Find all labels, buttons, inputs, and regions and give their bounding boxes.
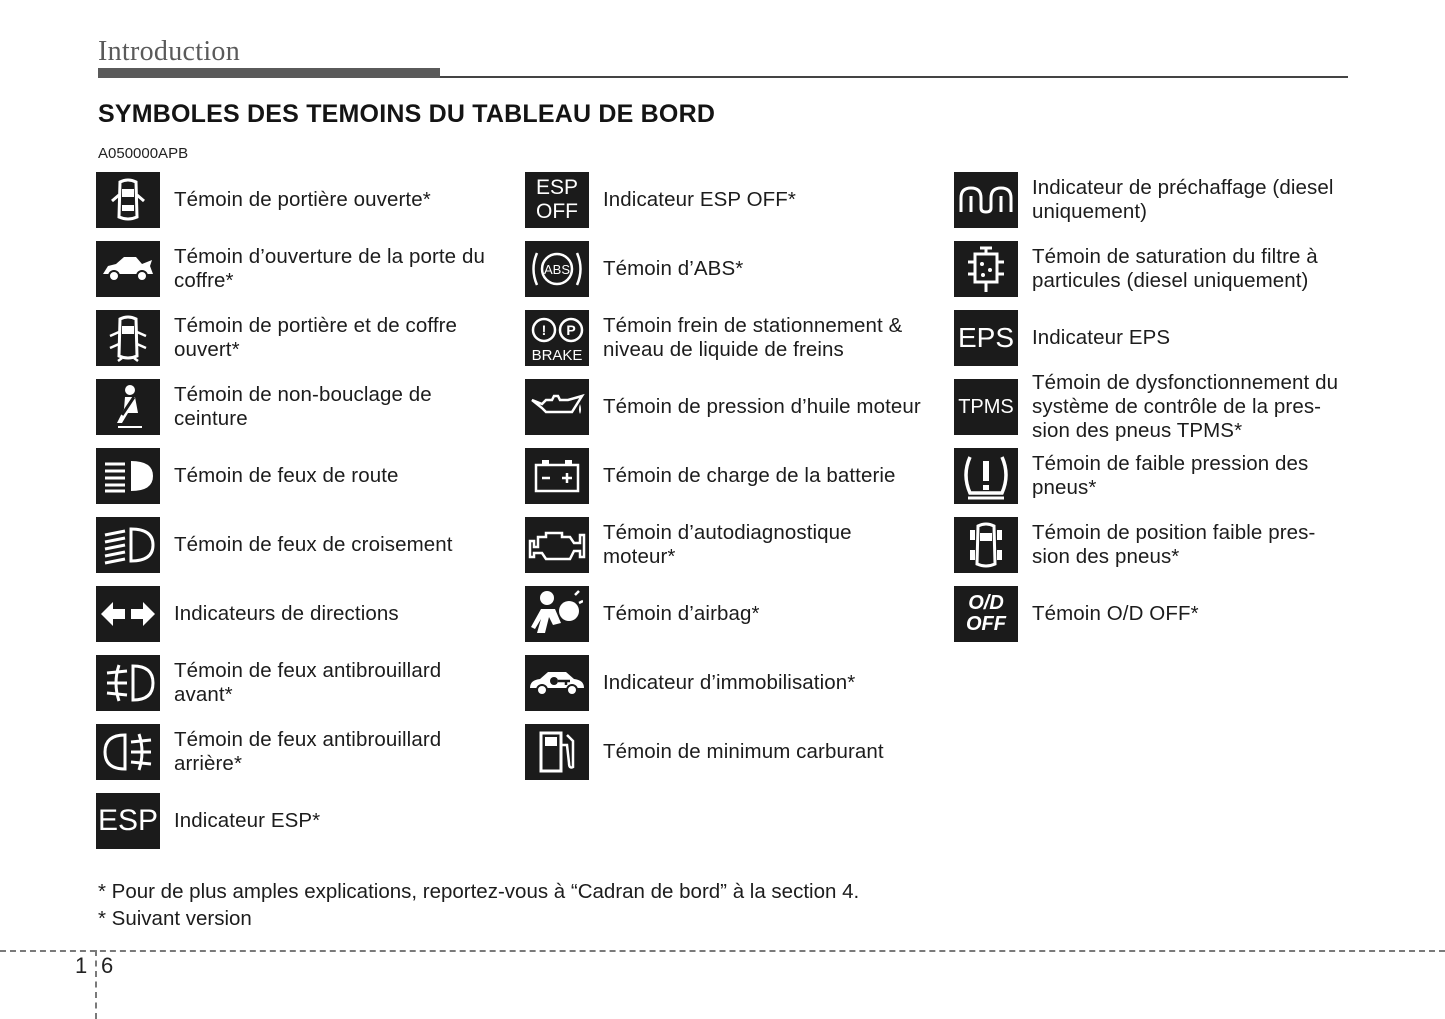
particulate-filter-icon <box>954 241 1018 297</box>
abs-icon <box>525 241 589 297</box>
list-item <box>96 584 516 644</box>
icon-text: EPS <box>957 322 1015 353</box>
list-item <box>954 584 1374 644</box>
icon-text: ABS <box>543 262 571 277</box>
list-item <box>954 308 1374 368</box>
item-label: Témoin de feux de route <box>174 464 399 487</box>
item-label: Témoin de saturation du filtre à particules (diesel uniquement) <box>1032 245 1318 292</box>
item-label: Témoin de feux antibrouillard arrière* <box>174 728 442 775</box>
header-rule-thick <box>98 68 440 78</box>
check-engine-icon <box>525 517 589 573</box>
footnote: * Suivant version <box>98 907 252 930</box>
item-label: Indicateur ESP* <box>174 809 321 832</box>
section-title: SYMBOLES DES TEMOINS DU TABLEAU DE BORD <box>98 100 716 128</box>
list-item <box>954 371 1374 442</box>
esp-icon <box>96 793 160 849</box>
page-number-page: 6 <box>101 953 114 978</box>
item-label: Témoin de feux de croisement <box>174 533 453 556</box>
list-item <box>96 170 516 230</box>
item-label: Indicateurs de directions <box>174 602 399 625</box>
page-number-chapter: 1 <box>75 953 88 978</box>
list-item <box>525 584 945 644</box>
oil-pressure-icon <box>525 379 589 435</box>
list-item <box>525 722 945 782</box>
door-trunk-open-icon <box>96 310 160 366</box>
item-label: Témoin d’ABS* <box>603 257 744 280</box>
item-label: Témoin de minimum carburant <box>603 740 884 763</box>
icon-text: OFF <box>536 200 578 223</box>
list-item <box>96 377 516 437</box>
page-header-title: Introduction <box>98 36 241 67</box>
item-label: Indicateur de préchaffage (diesel uniquement) <box>1032 176 1334 223</box>
item-label: Témoin d’autodiagnostique moteur* <box>603 521 852 568</box>
item-label: Témoin d’ouverture de la porte du coffre* <box>174 245 485 292</box>
list-item <box>954 170 1374 230</box>
list-item <box>525 170 945 230</box>
list-item <box>96 653 516 713</box>
turn-signal-icon <box>96 586 160 642</box>
rear-fog-icon <box>96 724 160 780</box>
front-fog-icon <box>96 655 160 711</box>
list-item <box>954 239 1374 299</box>
eps-icon <box>954 310 1018 366</box>
list-item <box>96 791 516 851</box>
low-tire-pressure-icon <box>954 448 1018 504</box>
list-item <box>525 515 945 575</box>
list-item <box>525 308 945 368</box>
item-label: Témoin de charge de la batterie <box>603 464 896 487</box>
list-item <box>96 239 516 299</box>
item-label: Indicateur EPS <box>1032 326 1171 349</box>
icon-text: TPMS <box>958 396 1014 418</box>
icon-text: OFF <box>966 613 1006 635</box>
seat-belt-icon <box>96 379 160 435</box>
low-beam-icon <box>96 517 160 573</box>
esp-off-icon <box>525 172 589 228</box>
list-item <box>96 515 516 575</box>
list-item <box>96 308 516 368</box>
item-label: Témoin de portière ouverte* <box>174 188 431 211</box>
item-label: Témoin d’airbag* <box>603 602 760 625</box>
od-off-icon <box>954 586 1018 642</box>
page-footer-divider <box>0 950 1445 952</box>
item-label: Indicateur d’immobilisation* <box>603 671 856 694</box>
header-rule-thin <box>440 76 1348 78</box>
battery-icon <box>525 448 589 504</box>
item-label: Témoin de position faible pres- sion des pneus* <box>1032 521 1316 568</box>
list-item <box>96 722 516 782</box>
icon-text: BRAKE <box>531 347 583 364</box>
item-label: Témoin de non-bouclage de ceinture <box>174 383 432 430</box>
list-item <box>525 239 945 299</box>
low-fuel-icon <box>525 724 589 780</box>
page-number-divider <box>95 950 97 1019</box>
icon-text: ESP <box>535 176 579 199</box>
icon-text: ESP <box>97 804 159 837</box>
footnote: * Pour de plus amples explications, reportez-vous à “Cadran de bord” à la section 4. <box>98 880 860 903</box>
list-item <box>954 446 1374 506</box>
svg-text:P: P <box>566 322 576 338</box>
list-item <box>525 446 945 506</box>
door-open-car-top-icon <box>96 172 160 228</box>
icon-text: O/D <box>968 592 1004 614</box>
list-item <box>954 515 1374 575</box>
brake-icon <box>525 310 589 366</box>
item-label: Témoin O/D OFF* <box>1032 602 1199 625</box>
list-item <box>525 653 945 713</box>
item-label: Témoin de pression d’huile moteur <box>603 395 921 418</box>
trunk-open-icon <box>96 241 160 297</box>
item-label: Témoin de dysfonctionnement du système de contrôle de la pres- sion des pneus TPMS* <box>1032 371 1339 442</box>
item-label: Témoin de faible pression des pneus* <box>1032 452 1309 499</box>
tpms-icon <box>954 379 1018 435</box>
item-label: Témoin de portière et de coffre ouvert* <box>174 314 458 361</box>
svg-text:!: ! <box>541 322 547 338</box>
item-label: Témoin frein de stationnement & niveau de liquide de freins <box>603 314 903 361</box>
list-item <box>96 446 516 506</box>
tire-position-icon <box>954 517 1018 573</box>
glow-plug-icon <box>954 172 1018 228</box>
airbag-icon <box>525 586 589 642</box>
item-label: Témoin de feux antibrouillard avant* <box>174 659 442 706</box>
high-beam-icon <box>96 448 160 504</box>
item-label: Indicateur ESP OFF* <box>603 188 796 211</box>
immobilizer-icon <box>525 655 589 711</box>
document-code: A050000APB <box>98 145 189 162</box>
list-item <box>525 377 945 437</box>
